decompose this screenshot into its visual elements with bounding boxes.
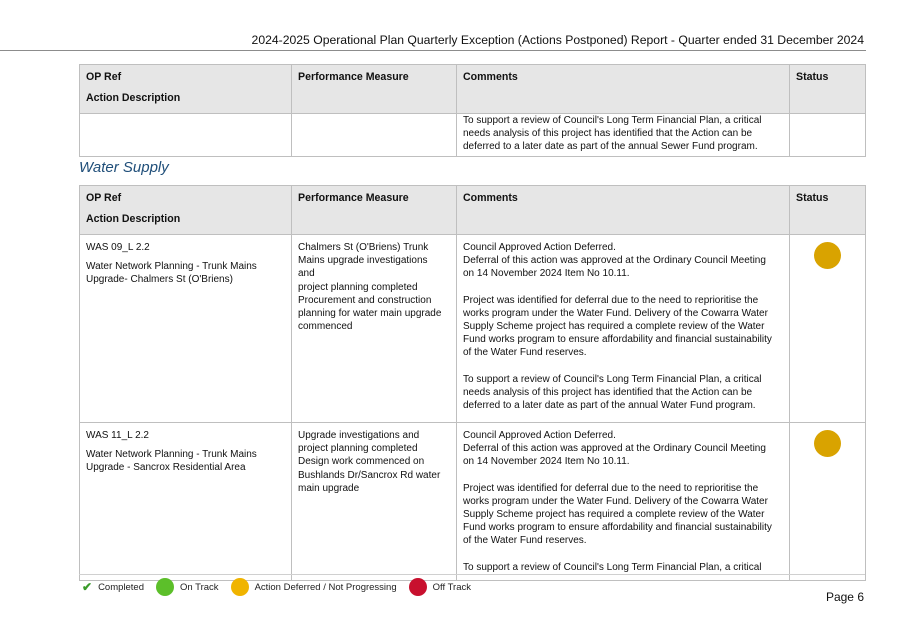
- status-legend: [82, 578, 483, 596]
- status-cell: [790, 235, 866, 423]
- comment-paragraph: Council Approved Action Deferred. Deferral of this action was approved at the Ordinary Council Meeting on 14 November 2024 Item No 10.11.: [463, 242, 766, 280]
- performance-measure-cell: [292, 235, 457, 423]
- table-row: [80, 114, 866, 157]
- amber-dot-icon: [231, 578, 249, 596]
- action-description-value: Water Network Planning - Trunk Mains Upgrade- Chalmers St (O'Briens): [86, 261, 257, 286]
- status-cell: [790, 114, 866, 157]
- op-ref-header: [80, 65, 292, 114]
- comment-paragraph: Project was identified for deferral due to the need to reprioritise the works program under the Water Fund. Delivery of the Cowarra Water Supply Scheme project has required a complete review of the Water Fund works program to ensure affordability and financial sustainability of the Water Fund reserves.: [463, 482, 772, 547]
- op-ref-header: [80, 186, 292, 235]
- comments-cell: [457, 423, 790, 581]
- action-description-value: Water Network Planning - Trunk Mains Upgrade - Sancrox Residential Area: [86, 449, 257, 474]
- op-ref-cell: [80, 423, 292, 581]
- status-header: Status: [790, 186, 866, 235]
- continued-table: [79, 64, 866, 157]
- legend-item-on-track: [156, 578, 219, 596]
- op-ref-cell: [80, 235, 292, 423]
- performance-measure-cell: [292, 423, 457, 581]
- action-description-header-label: Action Description: [86, 92, 181, 105]
- comments-cell: [457, 235, 790, 423]
- status-cell: [790, 423, 866, 581]
- legend-item-completed: [82, 580, 144, 594]
- section-title: Water Supply: [79, 159, 169, 176]
- comment-paragraph: To support a review of Council's Long Term Financial Plan, a critical: [463, 561, 762, 573]
- comment-paragraph: To support a review of Council's Long Term Financial Plan, a critical needs analysis of this project has identified that the Action can be deferred to a later date as part of the annual Water Fund program.: [463, 373, 762, 412]
- op-ref-header-label: OP Ref: [86, 192, 122, 204]
- legend-label: Off Track: [432, 581, 471, 593]
- comment-paragraph: Project was identified for deferral due to the need to reprioritise the works program under the Water Fund. Delivery of the Cowarra Water Supply Scheme project has required a complete review of the Water Fund works program to ensure affordability and financial sustainability of the Water Fund reserves.: [463, 294, 772, 359]
- legend-item-off-track: [409, 578, 471, 596]
- status-header: Status: [790, 65, 866, 114]
- op-ref-value: WAS 11_L 2.2: [86, 430, 149, 441]
- green-dot-icon: [156, 578, 174, 596]
- comments-header: Comments: [457, 186, 790, 235]
- checkmark-icon: ✔: [82, 580, 93, 594]
- water-supply-table: [79, 185, 866, 581]
- performance-measure-value: Upgrade investigations and project planning completed Design work commenced on Bushlands Dr/Sancrox Rd water main upgrade: [298, 430, 441, 494]
- table-header-row: [80, 186, 866, 235]
- performance-measure-header: Performance Measure: [292, 65, 457, 114]
- performance-measure-cell: [292, 114, 457, 157]
- page-number: Page 6: [825, 590, 864, 604]
- performance-measure-value: Chalmers St (O'Briens) Trunk Mains upgrade investigations and project planning completed Procurement and construction planning for water main upgrade commenced: [298, 242, 442, 333]
- op-ref-cell: [80, 114, 292, 157]
- status-deferred-dot-icon: [814, 242, 841, 269]
- comment-paragraph: Council Approved Action Deferred. Deferral of this action was approved at the Ordinary Council Meeting on 14 November 2024 Item No 10.11.: [463, 430, 766, 468]
- legend-label: Completed: [98, 581, 145, 593]
- action-description-header-label: Action Description: [86, 213, 181, 226]
- status-deferred-dot-icon: [814, 430, 841, 457]
- table-row: [80, 235, 866, 423]
- header-divider: [0, 50, 866, 51]
- legend-item-deferred: [231, 578, 397, 596]
- comment-paragraph: To support a review of Council's Long Term Financial Plan, a critical needs analysis of this project has identified that the Action can be deferred to a later date as part of the annual Sewer Fund program.: [463, 115, 762, 153]
- table-row: [80, 423, 866, 581]
- table-header-row: [80, 65, 866, 114]
- red-dot-icon: [409, 578, 427, 596]
- report-header-title: 2024-2025 Operational Plan Quarterly Exception (Actions Postponed) Report - Quarter ended 31 December 2024: [251, 33, 864, 47]
- comments-cell: [457, 114, 790, 157]
- comments-header: Comments: [457, 65, 790, 114]
- performance-measure-header: Performance Measure: [292, 186, 457, 235]
- legend-divider: [79, 574, 865, 575]
- op-ref-value: WAS 09_L 2.2: [86, 242, 150, 253]
- legend-label: Action Deferred / Not Progressing: [254, 581, 397, 593]
- op-ref-header-label: OP Ref: [86, 71, 122, 83]
- legend-label: On Track: [180, 581, 219, 593]
